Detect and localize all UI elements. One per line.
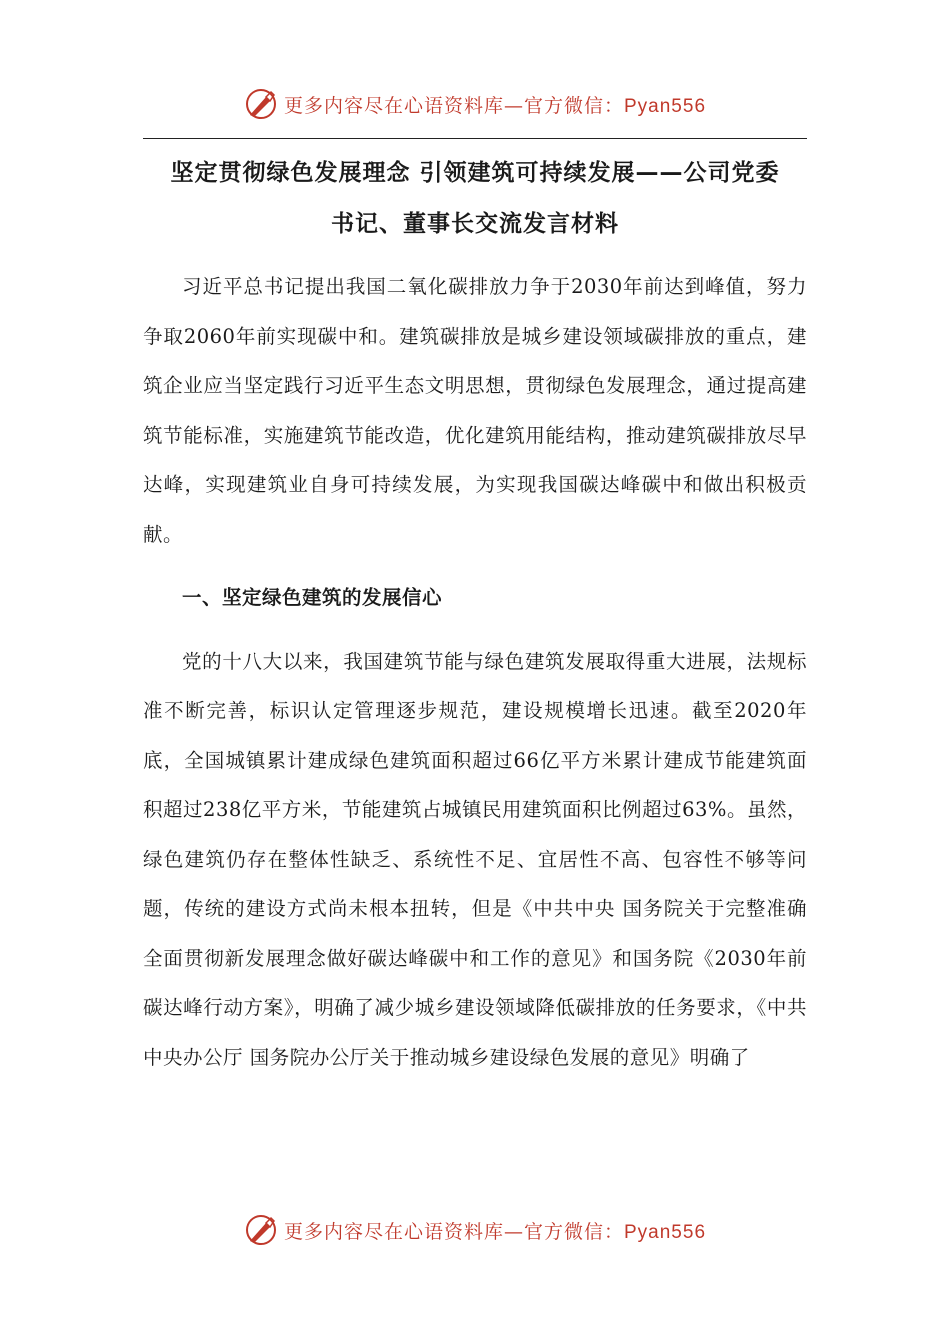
wechat-id: Pyan556	[624, 1221, 707, 1243]
document-title	[143, 148, 807, 250]
section-heading: 一、坚定绿色建筑的发展信心	[182, 586, 443, 609]
banner-text: 更多内容尽在心语资料库—官方微信：Pyan556	[283, 1220, 707, 1243]
wechat-id: Pyan556	[624, 95, 707, 117]
intro-paragraph: 习近平总书记提出我国二氧化碳排放力争于2030年前达到峰值，努力争取2060年前实现碳中和。建筑碳排放是城乡建设领域碳排放的重点，建筑企业应当坚定践行习近平生态文明思想，贯彻绿色发展理念，通过提高建筑节能标准，实施建筑节能改造，优化建筑用能结构，推动建筑碳排放尽早达峰，实现建筑业自身可持续发展，为实现我国碳达峰碳中和做出积极贡献。	[143, 275, 807, 546]
pen-nib-icon	[244, 87, 278, 121]
banner-text: 更多内容尽在心语资料库—官方微信：Pyan556	[283, 94, 707, 117]
pen-nib-icon	[244, 1213, 278, 1247]
header-banner	[0, 84, 950, 124]
footer-banner	[0, 1210, 950, 1250]
title-line-1: 坚定贯彻绿色发展理念 引领建筑可持续发展——公司党委	[170, 160, 780, 186]
title-line-2: 书记、董事长交流发言材料	[331, 211, 619, 237]
header-divider	[143, 138, 807, 139]
section-paragraph: 党的十八大以来，我国建筑节能与绿色建筑发展取得重大进展，法规标准不断完善，标识认定管理逐步规范，建设规模增长迅速。截至2020年底，全国城镇累计建成绿色建筑面积超过66亿平方米累计建成节能建筑面积超过238亿平方米，节能建筑占城镇民用建筑面积比例超过63%。虽然，绿色建筑仍存在整体性缺乏、系统性不足、宜居性不高、包容性不够等问题，传统的建设方式尚未根本扭转，但是《中共中央 国务院关于完整准确全面贯彻新发展理念做好碳达峰碳中和工作的意见》和国务院《2030年前碳达峰行动方案》，明确了减少城乡建设领域降低碳排放的任务要求，《中共中央办公厅 国务院办公厅关于推动城乡建设绿色发展的意见》明确了	[143, 649, 807, 1069]
document-body	[143, 262, 807, 1082]
